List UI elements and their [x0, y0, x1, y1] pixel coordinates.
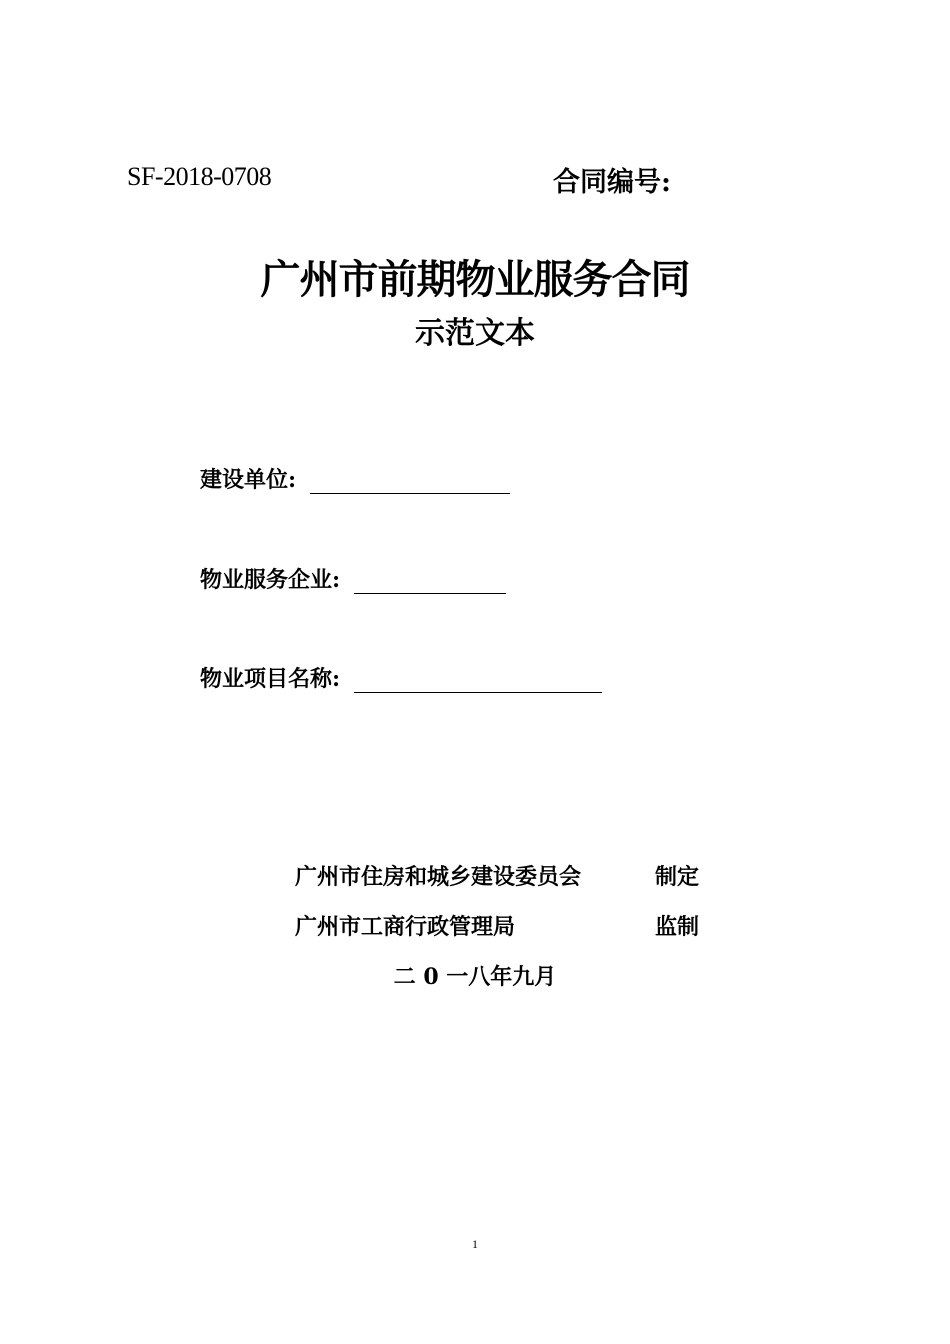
contract-number-label: 合同编号: — [553, 167, 671, 198]
document-subtitle: 示范文本 — [415, 316, 535, 351]
field-property-service-company — [200, 563, 506, 594]
issue-date: 二 0 一八年九月 — [393, 964, 557, 990]
blank-line[interactable] — [354, 670, 602, 693]
field-label: 建设单位: — [200, 467, 297, 493]
field-property-project-name — [200, 662, 602, 693]
document-title: 广州市前期物业服务合同 — [260, 256, 690, 303]
page-number: 1 — [472, 1237, 478, 1251]
issuer-action: 制定 — [655, 864, 700, 890]
issuer-org: 广州市工商行政管理局 — [295, 914, 516, 940]
field-label: 物业服务企业: — [200, 567, 341, 593]
blank-line[interactable] — [354, 571, 506, 594]
field-label: 物业项目名称: — [200, 666, 341, 692]
field-construction-unit — [200, 463, 510, 494]
issuer-org: 广州市住房和城乡建设委员会 — [295, 864, 582, 890]
blank-line[interactable] — [310, 471, 510, 494]
issuer-action: 监制 — [655, 914, 700, 940]
document-code: SF-2018-0708 — [127, 162, 272, 191]
